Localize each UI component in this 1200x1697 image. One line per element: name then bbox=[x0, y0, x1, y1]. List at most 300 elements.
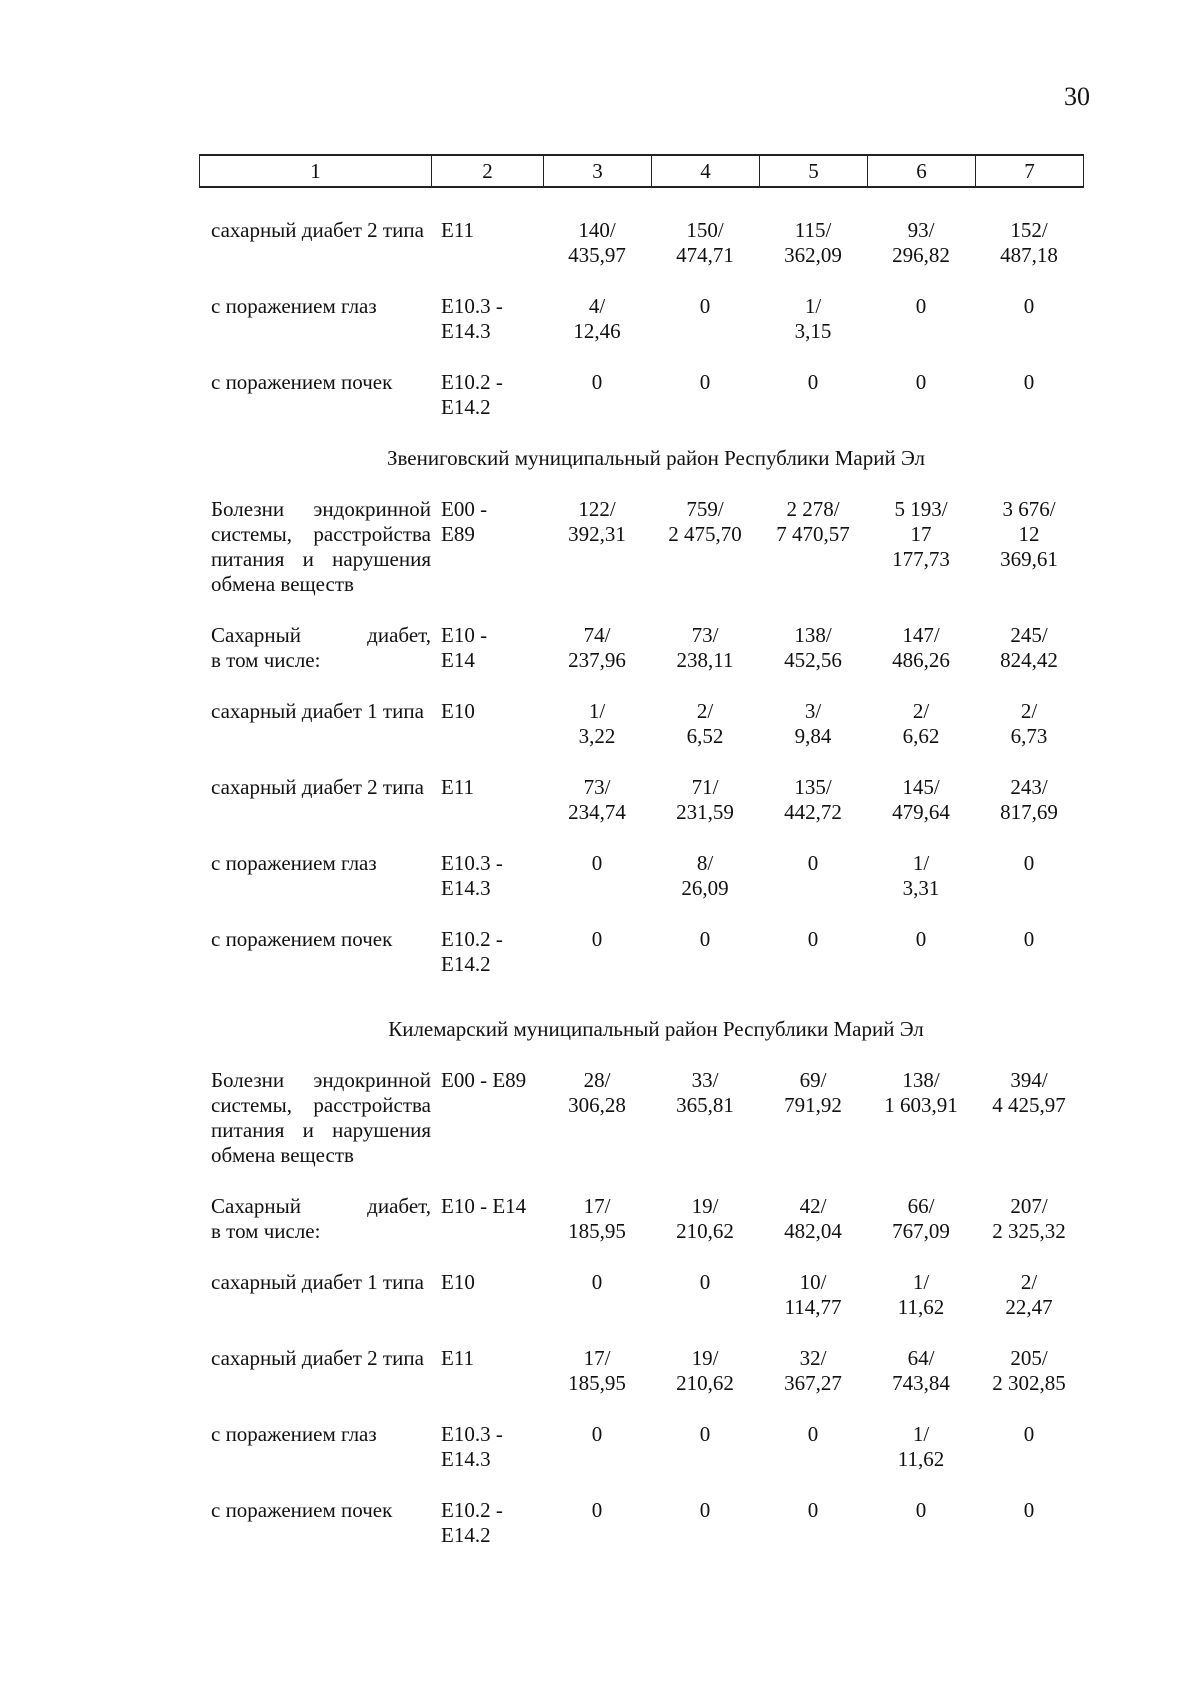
value-line: 152/ bbox=[1010, 218, 1048, 242]
value-line: 486,26 bbox=[892, 648, 950, 672]
row-label-line: сахарный диабет 2 типа bbox=[211, 218, 424, 242]
row-label-line: Болезни эндокринной bbox=[211, 497, 431, 521]
table-block-zvenigovsky bbox=[199, 497, 1083, 977]
row-label bbox=[199, 370, 431, 420]
value-line: 817,69 bbox=[1000, 800, 1058, 824]
column-header-2: 2 bbox=[432, 155, 544, 187]
icd-code-line: Е89 bbox=[441, 522, 475, 546]
value-cell-col5 bbox=[759, 370, 867, 420]
value-line: 69/ bbox=[799, 1068, 827, 1092]
value-line: 26,09 bbox=[681, 876, 729, 900]
value-cell-col6 bbox=[867, 497, 975, 597]
value-line: 0 bbox=[699, 370, 711, 394]
row-label bbox=[199, 851, 431, 901]
value-cell-col5 bbox=[759, 1422, 867, 1472]
value-line: 0 bbox=[915, 1498, 927, 1522]
row-label-line: с поражением глаз bbox=[211, 1422, 377, 1446]
row-label-line: с поражением почек bbox=[211, 370, 393, 394]
row-label-line: Болезни эндокринной bbox=[211, 1068, 431, 1092]
value-line: 71/ bbox=[691, 775, 719, 799]
value-line: 74/ bbox=[583, 623, 611, 647]
value-line: 4 425,97 bbox=[992, 1093, 1066, 1117]
value-line: 2/ bbox=[912, 699, 930, 723]
value-line: 1 603,91 bbox=[884, 1093, 958, 1117]
value-line: 2/ bbox=[696, 699, 714, 723]
value-line: 3,15 bbox=[794, 319, 832, 343]
value-cell-col5 bbox=[759, 1346, 867, 1396]
value-line: 2 278/ bbox=[786, 497, 840, 521]
row-label-line: в том числе: bbox=[211, 1219, 321, 1243]
value-line: 0 bbox=[807, 851, 819, 875]
value-line: 487,18 bbox=[1000, 243, 1058, 267]
icd-code-line: Е10 bbox=[441, 699, 475, 723]
column-header-6: 6 bbox=[868, 155, 976, 187]
value-line: 138/ bbox=[902, 1068, 940, 1092]
value-line: 743,84 bbox=[892, 1371, 950, 1395]
value-line: 0 bbox=[1023, 851, 1035, 875]
value-cell-col6 bbox=[867, 851, 975, 901]
value-cell-col7 bbox=[975, 851, 1083, 901]
value-cell-col4 bbox=[651, 218, 759, 268]
section-title-zvenigovsky: Звениговский муниципальный район Республики Марий Эл bbox=[386, 446, 926, 470]
icd-code-line: Е14.3 bbox=[441, 1447, 491, 1471]
value-cell-col5 bbox=[759, 218, 867, 268]
value-cell-col3 bbox=[543, 1194, 651, 1244]
value-line: 243/ bbox=[1010, 775, 1048, 799]
value-line: 7 470,57 bbox=[776, 522, 850, 546]
value-line: 234,74 bbox=[568, 800, 626, 824]
value-line: 6,62 bbox=[902, 724, 940, 748]
value-line: 474,71 bbox=[676, 243, 734, 267]
icd-code-line: Е00 - Е89 bbox=[441, 1068, 527, 1092]
value-cell-col4 bbox=[651, 1422, 759, 1472]
icd-code-line: Е11 bbox=[441, 218, 475, 242]
value-line: 205/ bbox=[1010, 1346, 1048, 1370]
icd-code bbox=[431, 294, 543, 344]
value-line: 452,56 bbox=[784, 648, 842, 672]
row-label-line: сахарный диабет 2 типа bbox=[211, 1346, 424, 1370]
icd-code-line: Е11 bbox=[441, 1346, 475, 1370]
row-label-line: с поражением глаз bbox=[211, 294, 377, 318]
page-number: 30 bbox=[1064, 82, 1090, 111]
value-cell-col4 bbox=[651, 294, 759, 344]
icd-code-line: Е10.3 - bbox=[441, 294, 503, 318]
value-line: 482,04 bbox=[784, 1219, 842, 1243]
value-line: 64/ bbox=[907, 1346, 935, 1370]
value-cell-col5 bbox=[759, 1194, 867, 1244]
value-cell-col3 bbox=[543, 370, 651, 420]
value-cell-col6 bbox=[867, 218, 975, 268]
row-label bbox=[199, 1498, 431, 1548]
value-cell-col5 bbox=[759, 623, 867, 673]
icd-code bbox=[431, 699, 543, 749]
value-cell-col7 bbox=[975, 623, 1083, 673]
value-line: 210,62 bbox=[676, 1219, 734, 1243]
icd-code-line: Е11 bbox=[441, 775, 475, 799]
value-line: 66/ bbox=[907, 1194, 935, 1218]
row-label-line: с поражением почек bbox=[211, 1498, 393, 1522]
value-line: 4/ bbox=[588, 294, 606, 318]
value-cell-col7 bbox=[975, 1422, 1083, 1472]
value-line: 12,46 bbox=[573, 319, 621, 343]
icd-code-line: Е10 bbox=[441, 1270, 475, 1294]
value-line: 11,62 bbox=[897, 1447, 945, 1471]
value-cell-col4 bbox=[651, 623, 759, 673]
value-line: 11,62 bbox=[897, 1295, 945, 1319]
row-label bbox=[199, 699, 431, 749]
value-cell-col5 bbox=[759, 775, 867, 825]
value-line: 9,84 bbox=[794, 724, 832, 748]
value-cell-col6 bbox=[867, 699, 975, 749]
value-line: 0 bbox=[1023, 1422, 1035, 1446]
value-line: 0 bbox=[1023, 927, 1035, 951]
column-header-7: 7 bbox=[976, 155, 1084, 187]
value-cell-col4 bbox=[651, 1270, 759, 1320]
value-line: 0 bbox=[915, 294, 927, 318]
icd-code bbox=[431, 1270, 543, 1320]
value-line: 185,95 bbox=[568, 1371, 626, 1395]
table-row bbox=[199, 1068, 1083, 1168]
value-cell-col5 bbox=[759, 927, 867, 977]
row-label-line: сахарный диабет 1 типа bbox=[211, 1270, 424, 1294]
value-line: 17 bbox=[910, 522, 932, 546]
value-line: 177,73 bbox=[892, 547, 950, 571]
section-kilemarsky bbox=[199, 1017, 1083, 1574]
value-line: 93/ bbox=[907, 218, 935, 242]
value-cell-col6 bbox=[867, 1346, 975, 1396]
value-line: 0 bbox=[591, 370, 603, 394]
table-row bbox=[199, 370, 1083, 420]
value-line: 32/ bbox=[799, 1346, 827, 1370]
value-line: 145/ bbox=[902, 775, 940, 799]
table-row bbox=[199, 623, 1083, 673]
value-line: 238,11 bbox=[676, 648, 734, 672]
value-line: 73/ bbox=[691, 623, 719, 647]
value-line: 0 bbox=[699, 927, 711, 951]
value-line: 210,62 bbox=[676, 1371, 734, 1395]
value-line: 767,09 bbox=[892, 1219, 950, 1243]
value-line: 442,72 bbox=[784, 800, 842, 824]
row-label-line: обмена веществ bbox=[211, 1143, 354, 1167]
value-line: 0 bbox=[807, 1422, 819, 1446]
icd-code bbox=[431, 1346, 543, 1396]
table-row bbox=[199, 294, 1083, 344]
value-line: 5 193/ bbox=[894, 497, 948, 521]
value-cell-col7 bbox=[975, 1194, 1083, 1244]
icd-code-line: Е10.2 - bbox=[441, 1498, 503, 1522]
icd-code-line: Е10.3 - bbox=[441, 851, 503, 875]
table-block-kilemarsky bbox=[199, 1068, 1083, 1548]
value-line: 8/ bbox=[696, 851, 714, 875]
value-cell-col6 bbox=[867, 775, 975, 825]
value-line: 824,42 bbox=[1000, 648, 1058, 672]
value-cell-col6 bbox=[867, 1422, 975, 1472]
table-block-continued bbox=[199, 218, 1083, 446]
value-line: 1/ bbox=[912, 1422, 930, 1446]
value-cell-col4 bbox=[651, 775, 759, 825]
value-line: 2 302,85 bbox=[992, 1371, 1066, 1395]
value-cell-col7 bbox=[975, 497, 1083, 597]
column-header-row bbox=[200, 155, 1084, 187]
value-line: 22,47 bbox=[1005, 1295, 1053, 1319]
value-line: 237,96 bbox=[568, 648, 626, 672]
value-cell-col5 bbox=[759, 294, 867, 344]
value-cell-col5 bbox=[759, 851, 867, 901]
value-line: 73/ bbox=[583, 775, 611, 799]
section-title-kilemarsky: Килемарский муниципальный район Республики Марий Эл bbox=[388, 1017, 924, 1041]
row-label-line: сахарный диабет 2 типа bbox=[211, 775, 424, 799]
value-line: 394/ bbox=[1010, 1068, 1048, 1092]
icd-code bbox=[431, 218, 543, 268]
row-label-line: Сахарный диабет, bbox=[211, 623, 431, 647]
icd-code-line: Е14.2 bbox=[441, 952, 491, 976]
value-cell-col6 bbox=[867, 1270, 975, 1320]
value-cell-col4 bbox=[651, 1498, 759, 1548]
icd-code bbox=[431, 1422, 543, 1472]
row-label bbox=[199, 775, 431, 825]
table-row bbox=[199, 1422, 1083, 1472]
row-label-line: питания и нарушения bbox=[211, 547, 431, 571]
icd-code-line: Е10 - bbox=[441, 623, 488, 647]
value-line: 1/ bbox=[912, 851, 930, 875]
value-line: 207/ bbox=[1010, 1194, 1048, 1218]
value-cell-col7 bbox=[975, 699, 1083, 749]
value-cell-col5 bbox=[759, 1498, 867, 1548]
value-line: 12 bbox=[1018, 522, 1040, 546]
table-row bbox=[199, 927, 1083, 977]
value-cell-col7 bbox=[975, 370, 1083, 420]
value-line: 0 bbox=[591, 851, 603, 875]
value-cell-col3 bbox=[543, 851, 651, 901]
value-line: 0 bbox=[591, 1498, 603, 1522]
icd-code-line: Е14.3 bbox=[441, 319, 491, 343]
icd-code bbox=[431, 851, 543, 901]
value-line: 362,09 bbox=[784, 243, 842, 267]
value-line: 19/ bbox=[691, 1194, 719, 1218]
value-line: 6,73 bbox=[1010, 724, 1048, 748]
value-cell-col7 bbox=[975, 1068, 1083, 1168]
table-row bbox=[199, 218, 1083, 268]
value-cell-col6 bbox=[867, 370, 975, 420]
row-label-line: системы, расстройства bbox=[211, 1093, 431, 1117]
value-cell-col7 bbox=[975, 1270, 1083, 1320]
value-cell-col3 bbox=[543, 927, 651, 977]
value-line: 28/ bbox=[583, 1068, 611, 1092]
table-row bbox=[199, 699, 1083, 749]
value-line: 0 bbox=[699, 1422, 711, 1446]
row-label bbox=[199, 497, 431, 597]
value-line: 0 bbox=[699, 1270, 711, 1294]
value-line: 231,59 bbox=[676, 800, 734, 824]
column-header-1: 1 bbox=[200, 155, 432, 187]
row-label-line: с поражением глаз bbox=[211, 851, 377, 875]
row-label-line: с поражением почек bbox=[211, 927, 393, 951]
table-row bbox=[199, 1270, 1083, 1320]
value-line: 42/ bbox=[799, 1194, 827, 1218]
value-cell-col7 bbox=[975, 1498, 1083, 1548]
value-cell-col5 bbox=[759, 1270, 867, 1320]
value-line: 19/ bbox=[691, 1346, 719, 1370]
value-line: 0 bbox=[1023, 294, 1035, 318]
row-label-line: сахарный диабет 1 типа bbox=[211, 699, 424, 723]
value-cell-col3 bbox=[543, 294, 651, 344]
value-line: 0 bbox=[1023, 1498, 1035, 1522]
row-label-line: Сахарный диабет, bbox=[211, 1194, 431, 1218]
value-line: 138/ bbox=[794, 623, 832, 647]
value-cell-col3 bbox=[543, 699, 651, 749]
value-line: 0 bbox=[1023, 370, 1035, 394]
table-row bbox=[199, 1498, 1083, 1548]
row-label bbox=[199, 1422, 431, 1472]
value-line: 0 bbox=[915, 370, 927, 394]
value-cell-col3 bbox=[543, 1068, 651, 1168]
row-label bbox=[199, 294, 431, 344]
value-line: 33/ bbox=[691, 1068, 719, 1092]
column-header-table bbox=[199, 154, 1084, 188]
icd-code-line: Е10.2 - bbox=[441, 927, 503, 951]
value-cell-col5 bbox=[759, 497, 867, 597]
value-cell-col6 bbox=[867, 927, 975, 977]
value-line: 392,31 bbox=[568, 522, 626, 546]
value-line: 2 475,70 bbox=[668, 522, 742, 546]
value-cell-col3 bbox=[543, 218, 651, 268]
value-line: 1/ bbox=[588, 699, 606, 723]
value-line: 17/ bbox=[583, 1346, 611, 1370]
icd-code bbox=[431, 775, 543, 825]
value-cell-col6 bbox=[867, 623, 975, 673]
value-cell-col4 bbox=[651, 851, 759, 901]
icd-code-line: Е14.3 bbox=[441, 876, 491, 900]
value-line: 2 325,32 bbox=[992, 1219, 1066, 1243]
value-line: 150/ bbox=[686, 218, 724, 242]
row-label bbox=[199, 1068, 431, 1168]
value-line: 2/ bbox=[1020, 699, 1038, 723]
value-cell-col6 bbox=[867, 1498, 975, 1548]
value-cell-col7 bbox=[975, 294, 1083, 344]
table-row bbox=[199, 1346, 1083, 1396]
value-line: 245/ bbox=[1010, 623, 1048, 647]
icd-code bbox=[431, 1194, 543, 1244]
row-label-line: питания и нарушения bbox=[211, 1118, 431, 1142]
icd-code bbox=[431, 497, 543, 597]
column-header-4: 4 bbox=[652, 155, 760, 187]
value-line: 0 bbox=[915, 927, 927, 951]
value-line: 435,97 bbox=[568, 243, 626, 267]
value-cell-col5 bbox=[759, 1068, 867, 1168]
icd-code bbox=[431, 927, 543, 977]
value-cell-col3 bbox=[543, 623, 651, 673]
value-line: 1/ bbox=[912, 1270, 930, 1294]
value-line: 306,28 bbox=[568, 1093, 626, 1117]
value-line: 10/ bbox=[799, 1270, 827, 1294]
value-line: 365,81 bbox=[676, 1093, 734, 1117]
value-line: 3,22 bbox=[578, 724, 616, 748]
value-line: 122/ bbox=[578, 497, 616, 521]
value-line: 479,64 bbox=[892, 800, 950, 824]
value-line: 791,92 bbox=[784, 1093, 842, 1117]
value-cell-col7 bbox=[975, 1346, 1083, 1396]
table-row bbox=[199, 775, 1083, 825]
value-cell-col7 bbox=[975, 775, 1083, 825]
row-label bbox=[199, 1194, 431, 1244]
icd-code bbox=[431, 1498, 543, 1548]
table-row bbox=[199, 1194, 1083, 1244]
value-cell-col4 bbox=[651, 1194, 759, 1244]
row-label bbox=[199, 927, 431, 977]
row-label bbox=[199, 1346, 431, 1396]
icd-code-line: Е10.3 - bbox=[441, 1422, 503, 1446]
value-line: 0 bbox=[591, 1270, 603, 1294]
value-cell-col3 bbox=[543, 497, 651, 597]
value-line: 0 bbox=[807, 927, 819, 951]
section-zvenigovsky bbox=[199, 446, 1083, 1003]
value-cell-col3 bbox=[543, 1270, 651, 1320]
value-cell-col6 bbox=[867, 1194, 975, 1244]
value-cell-col4 bbox=[651, 699, 759, 749]
column-header-5: 5 bbox=[760, 155, 868, 187]
value-line: 3,31 bbox=[902, 876, 940, 900]
value-cell-col5 bbox=[759, 699, 867, 749]
value-cell-col4 bbox=[651, 1346, 759, 1396]
value-line: 147/ bbox=[902, 623, 940, 647]
value-cell-col6 bbox=[867, 1068, 975, 1168]
value-line: 6,52 bbox=[686, 724, 724, 748]
value-line: 369,61 bbox=[1000, 547, 1058, 571]
value-cell-col3 bbox=[543, 1346, 651, 1396]
value-cell-col7 bbox=[975, 927, 1083, 977]
icd-code-line: Е14.2 bbox=[441, 395, 491, 419]
row-label bbox=[199, 623, 431, 673]
value-line: 0 bbox=[807, 370, 819, 394]
value-cell-col4 bbox=[651, 927, 759, 977]
row-label-line: в том числе: bbox=[211, 648, 321, 672]
icd-code bbox=[431, 623, 543, 673]
icd-code-line: Е10 - Е14 bbox=[441, 1194, 527, 1218]
value-line: 2/ bbox=[1020, 1270, 1038, 1294]
row-label bbox=[199, 218, 431, 268]
value-cell-col4 bbox=[651, 370, 759, 420]
value-line: 0 bbox=[699, 1498, 711, 1522]
value-cell-col7 bbox=[975, 218, 1083, 268]
value-line: 135/ bbox=[794, 775, 832, 799]
value-line: 3 676/ bbox=[1002, 497, 1056, 521]
value-line: 140/ bbox=[578, 218, 616, 242]
column-header-3: 3 bbox=[544, 155, 652, 187]
value-line: 0 bbox=[699, 294, 711, 318]
value-cell-col3 bbox=[543, 1498, 651, 1548]
row-label bbox=[199, 1270, 431, 1320]
row-label-line: системы, расстройства bbox=[211, 522, 431, 546]
value-line: 1/ bbox=[804, 294, 822, 318]
icd-code-line: Е10.2 - bbox=[441, 370, 503, 394]
value-cell-col3 bbox=[543, 1422, 651, 1472]
table-row bbox=[199, 497, 1083, 597]
value-cell-col4 bbox=[651, 497, 759, 597]
table-row bbox=[199, 851, 1083, 901]
row-label-line: обмена веществ bbox=[211, 572, 354, 596]
value-cell-col6 bbox=[867, 294, 975, 344]
value-cell-col3 bbox=[543, 775, 651, 825]
value-line: 3/ bbox=[804, 699, 822, 723]
value-cell-col4 bbox=[651, 1068, 759, 1168]
icd-code-line: Е14.2 bbox=[441, 1523, 491, 1547]
value-line: 0 bbox=[807, 1498, 819, 1522]
value-line: 759/ bbox=[686, 497, 724, 521]
icd-code bbox=[431, 1068, 543, 1168]
value-line: 115/ bbox=[794, 218, 832, 242]
value-line: 0 bbox=[591, 1422, 603, 1446]
icd-code bbox=[431, 370, 543, 420]
